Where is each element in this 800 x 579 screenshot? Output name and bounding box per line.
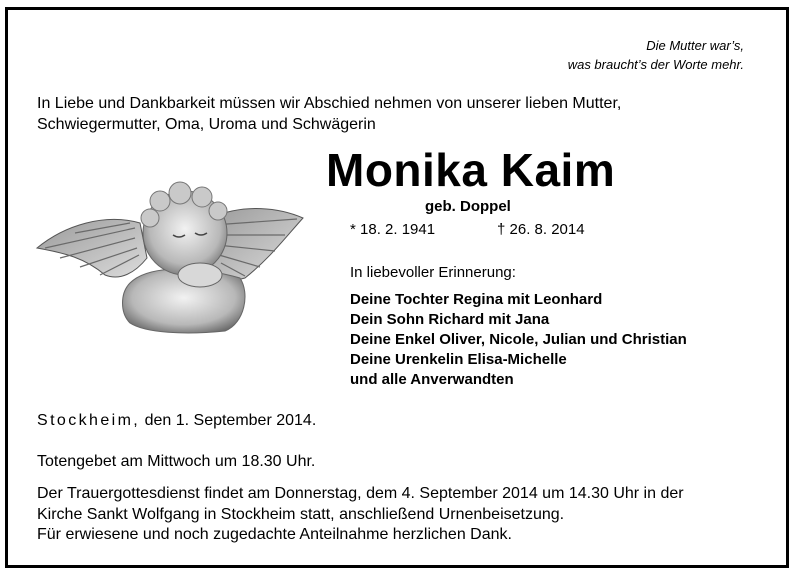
family-list <box>350 290 687 390</box>
deceased-name: Monika Kaim <box>326 144 616 196</box>
family-line: Deine Urenkelin Elisa-Michelle <box>350 351 567 368</box>
intro-text <box>37 93 621 135</box>
service-line-1: Der Trauergottesdienst findet am Donnerstag, dem 4. September 2014 um 14.30 Uhr in der <box>37 485 684 502</box>
family-line: und alle Anverwandten <box>350 371 514 388</box>
place-date <box>37 412 316 430</box>
epigraph-quote <box>568 36 744 74</box>
cherub-angel-image <box>35 163 305 338</box>
quote-line-2: was braucht’s der Worte mehr. <box>567 57 744 72</box>
family-line: Deine Tochter Regina mit Leonhard <box>350 291 603 308</box>
service-announcement <box>37 483 684 525</box>
intro-line-1: In Liebe und Dankbarkeit müssen wir Abschied nehmen von unserer lieben Mutter, <box>37 95 622 112</box>
thanks-text: Für erwiesene und noch zugedachte Anteilnahme herzlichen Dank. <box>37 526 512 543</box>
death-date: † 26. 8. 2014 <box>497 221 585 238</box>
intro-line-2: Schwiegermutter, Oma, Uroma und Schwägerin <box>37 116 376 133</box>
quote-line-1: Die Mutter war’s, <box>646 38 744 53</box>
prayer-announcement: Totengebet am Mittwoch um 18.30 Uhr. <box>37 453 316 470</box>
family-line: Dein Sohn Richard mit Jana <box>350 311 550 328</box>
family-line: Deine Enkel Oliver, Nicole, Julian und Christian <box>350 331 687 348</box>
place-date-text: den 1. September 2014. <box>140 412 317 429</box>
birth-name: geb. Doppel <box>425 198 511 215</box>
left-wing <box>37 219 147 277</box>
birth-date: * 18. 2. 1941 <box>350 221 436 238</box>
cherub-hand <box>178 263 222 287</box>
memory-heading: In liebevoller Erinnerung: <box>350 264 516 281</box>
service-line-2: Kirche Sankt Wolfgang in Stockheim statt, anschließend Urnenbeisetzung. <box>37 506 565 523</box>
place-city: Stockheim, <box>37 412 141 429</box>
